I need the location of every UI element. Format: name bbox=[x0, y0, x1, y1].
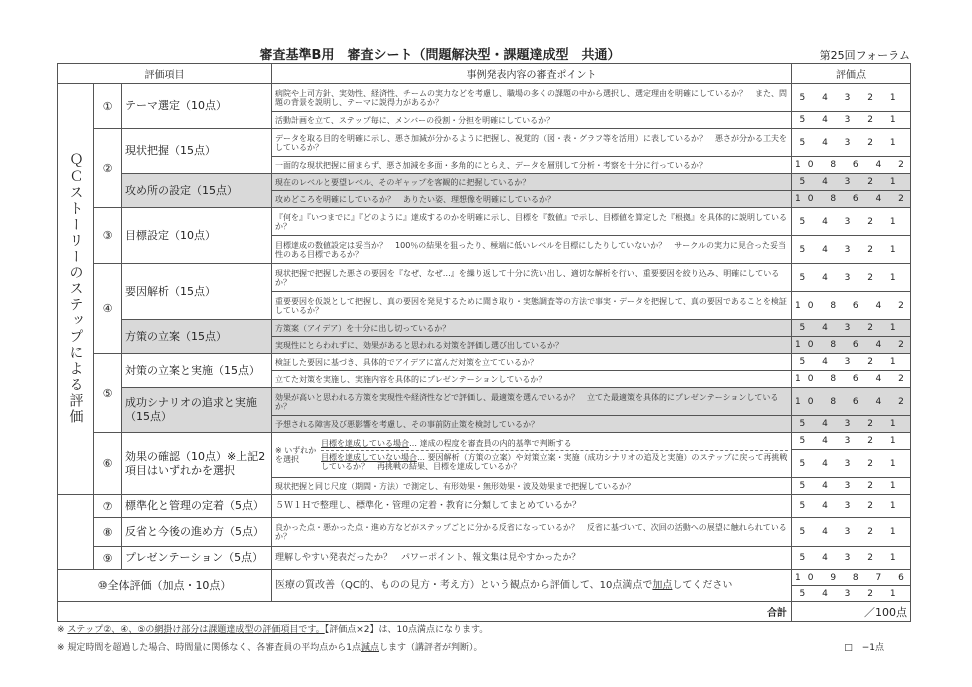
step-number: ⑧ bbox=[94, 518, 122, 547]
score-scale[interactable]: 5 4 3 2 1 bbox=[792, 236, 911, 264]
item-label: 現状把握（15点） bbox=[122, 129, 272, 174]
point-text: 効果が高いと思われる方策を実現性や経済性などで評価し、最適策を選んでいるか？ 立てた最適策を具体的にプレゼンテーションしているか？ bbox=[272, 388, 792, 416]
score-scale[interactable]: 5 4 3 2 1 bbox=[792, 547, 911, 570]
point-text: データを取る目的を明確に示し、悪さ加減が分かるように把握し、視覚的（図・表・グラフ等を活用）に表しているか？ 悪さが分かる工夫をしているか？ bbox=[272, 129, 792, 157]
score-scale[interactable]: 10 8 6 4 2 bbox=[792, 292, 911, 320]
score-scale[interactable]: 10 8 6 4 2 bbox=[792, 388, 911, 416]
header-score: 評価点 bbox=[792, 64, 911, 84]
table-row bbox=[58, 495, 911, 518]
score-scale[interactable]: 5 4 3 2 1 bbox=[792, 354, 911, 371]
note-1-rest: 【評価点×2】は、10点満点になります。 bbox=[324, 625, 489, 635]
step-number: ⑨ bbox=[94, 547, 122, 570]
item-label: 標準化と管理の定着（5点） bbox=[122, 495, 272, 518]
item-label: 攻め所の設定（15点） bbox=[122, 174, 272, 208]
score-scale[interactable]: 5 4 3 2 1 bbox=[792, 495, 911, 518]
item-label: 成功シナリオの追求と実施（15点） bbox=[122, 388, 272, 433]
point-text: 理解しやすい発表だったか？ パワーポイント、報文集は見やすかったか？ bbox=[272, 547, 792, 570]
table-row bbox=[58, 518, 911, 547]
overall-point-c: してください bbox=[672, 579, 733, 591]
total-label-cell bbox=[58, 602, 792, 622]
point-text: 実現性にとらわれずに、効果があると思われる対策を評価し選び出しているか？ bbox=[272, 337, 792, 354]
either-select-options bbox=[321, 437, 788, 473]
overall-point-a: 医療の質改善（QC的、ものの見方・考え方）という観点から評価して、10点満点で bbox=[275, 579, 653, 591]
table-row bbox=[58, 354, 911, 371]
evaluation-table bbox=[57, 63, 911, 622]
table-row bbox=[58, 264, 911, 292]
score-scale[interactable]: 5 4 3 2 1 bbox=[792, 433, 911, 450]
option-achieved-text: … 達成の程度を審査員の内的基準で判断する bbox=[409, 439, 572, 448]
table-row bbox=[58, 388, 911, 416]
step-number: ⑤ bbox=[94, 354, 122, 433]
point-text: 現状把握で把握した悪さの要因を『なぜ、なぜ…』を繰り返して十分に洗い出し、適切な解析を行い、重要要因を絞り込み、明確にしているか？ bbox=[272, 264, 792, 292]
point-text: 活動計画を立て、ステップ毎に、メンバーの役割・分担を明確にしているか？ bbox=[272, 112, 792, 129]
option-achieved bbox=[321, 437, 788, 451]
score-scale[interactable]: 10 8 6 4 2 bbox=[792, 191, 911, 208]
table-row bbox=[58, 570, 911, 586]
point-text: 立てた対策を実施し、実施内容を具体的にプレゼンテーションしているか？ bbox=[272, 371, 792, 388]
score-scale[interactable]: 5 4 3 2 1 bbox=[792, 450, 911, 478]
score-scale[interactable]: 5 4 3 2 1 bbox=[792, 112, 911, 129]
option-not-achieved-text: … 要因解析（方策の立案）や対策立案・実施（成功シナリオの追及と実施）のステップに戻って再挑戦しているか？ 再挑戦の結果、目標を達成しているか？ bbox=[321, 453, 788, 471]
either-select-block bbox=[275, 437, 788, 473]
header-items: 評価項目 bbox=[58, 64, 272, 84]
total-value[interactable]: ／100点 bbox=[792, 602, 911, 622]
step-number: ③ bbox=[94, 208, 122, 264]
step-number: ② bbox=[94, 129, 122, 208]
point-text: 攻めどころを明確にしているか？ ありたい姿、理想像を明確にしているか？ bbox=[272, 191, 792, 208]
item-label: 方策の立案（15点） bbox=[122, 320, 272, 354]
table-header bbox=[58, 64, 911, 84]
score-scale[interactable]: 5 4 3 2 1 bbox=[792, 174, 911, 191]
item-label: 反省と今後の進め方（5点） bbox=[122, 518, 272, 547]
step-number: ④ bbox=[94, 264, 122, 354]
table-row bbox=[58, 320, 911, 337]
table-row bbox=[58, 433, 911, 450]
vertical-category bbox=[58, 84, 94, 495]
table-row bbox=[58, 547, 911, 570]
item-label: 効果の確認（10点）※上記2項目はいずれかを選択 bbox=[122, 433, 272, 495]
header-points: 事例発表内容の審査ポイント bbox=[272, 64, 792, 84]
point-text: 重要要因を仮説として把握し、真の要因を発見するために聞き取り・実態調査等の方法で事実・データを把握して、真の要因であることを検証しているか？ bbox=[272, 292, 792, 320]
score-scale[interactable]: 5 4 3 2 1 bbox=[792, 586, 911, 602]
note-1-prefix: ※ bbox=[57, 625, 68, 635]
note-1 bbox=[57, 622, 488, 635]
score-scale[interactable]: 5 4 3 2 1 bbox=[792, 518, 911, 547]
score-scale[interactable]: 5 4 3 2 1 bbox=[792, 416, 911, 433]
item-label: 対策の立案と実施（15点） bbox=[122, 354, 272, 388]
score-scale[interactable]: 5 4 3 2 1 bbox=[792, 320, 911, 337]
score-scale[interactable]: 10 8 6 4 2 bbox=[792, 337, 911, 354]
overall-point-underline: 加点 bbox=[652, 579, 673, 591]
point-text: 検証した要因に基づき、具体的でアイデアに富んだ対策を立てているか？ bbox=[272, 354, 792, 371]
step-number: ① bbox=[94, 84, 122, 129]
total-label: 合計 bbox=[767, 608, 788, 619]
score-scale[interactable]: 10 9 8 7 6 bbox=[792, 570, 911, 586]
step-number: ⑦ bbox=[94, 495, 122, 518]
note-2-a: ※ 規定時間を超過した場合、時間量に関係なく、各審査員の平均点から1点 bbox=[57, 643, 361, 653]
option-achieved-title: 目標を達成している場合 bbox=[321, 439, 410, 448]
table-row bbox=[58, 84, 911, 112]
sheet-title: 審査基準B用 審査シート（問題解決型・課題達成型 共通） bbox=[259, 48, 621, 63]
forum-label: 第25回フォーラム bbox=[819, 49, 910, 62]
point-text: 目標達成の数値設定は妥当か？ 100％の結果を狙ったり、極端に低いレベルを目標にしたりしていないか？ サークルの実力に見合った妥当性のある目標であるか？ bbox=[272, 236, 792, 264]
score-scale[interactable]: 5 4 3 2 1 bbox=[792, 478, 911, 495]
note-2-b: します（講評者が判断）。 bbox=[378, 643, 483, 653]
table-row bbox=[58, 129, 911, 157]
deduction-checkbox[interactable]: □ −1点 bbox=[844, 643, 884, 653]
score-scale[interactable]: 10 8 6 4 2 bbox=[792, 371, 911, 388]
step-number: ⑥ bbox=[94, 433, 122, 495]
point-text: 一面的な現状把握に留まらず、悪さ加減を多面・多角的にとらえ、データを層別して分析・考察を十分に行っているか？ bbox=[272, 157, 792, 174]
note-2-underline: 減点 bbox=[360, 643, 379, 653]
option-not-achieved bbox=[321, 451, 788, 473]
blank-cell bbox=[58, 495, 94, 570]
item-label: 要因解析（15点） bbox=[122, 264, 272, 320]
point-text: 良かった点・悪かった点・進め方などがステップごとに分かる反省になっているか？ 反省に基づいて、次回の活動への展望に触れられているか？ bbox=[272, 518, 792, 547]
point-text: 病院や上司方針、実効性、経済性、チームの実力などを考慮し、職場の多くの課題の中から選択し、選定理由を明確にしているか？ また、問題の背景を説明し、テーマに説得力があるか？ bbox=[272, 84, 792, 112]
table-row bbox=[58, 208, 911, 236]
point-cell bbox=[272, 433, 792, 478]
note-1-underline: ステップ②、④、⑤の網掛け部分は課題達成型の評価項目です。 bbox=[67, 625, 325, 635]
point-text: 『何を』『いつまでに』『どのように』達成するのかを明確に示し、目標を『数値』で示し、目標値を算定した『根拠』を具体的に説明しているか？ bbox=[272, 208, 792, 236]
total-row bbox=[58, 602, 911, 622]
point-text: 現在のレベルと要望レベル、そのギャップを客観的に把握しているか？ bbox=[272, 174, 792, 191]
score-scale[interactable]: 5 4 3 2 1 bbox=[792, 208, 911, 236]
score-scale[interactable]: 5 4 3 2 1 bbox=[792, 84, 911, 112]
point-text: 現状把握と同じ尺度（期間・方法）で測定し、有形効果・無形効果・波及効果まで把握しているか？ bbox=[272, 478, 792, 495]
point-text: 方策案（アイデア）を十分に出し切っているか？ bbox=[272, 320, 792, 337]
option-not-achieved-title: 目標を達成していない場合 bbox=[321, 453, 418, 462]
point-text: 予想される障害及び悪影響を考慮し、その事前防止策を検討しているか？ bbox=[272, 416, 792, 433]
score-scale[interactable]: 10 8 6 4 2 bbox=[792, 157, 911, 174]
item-label: 目標設定（10点） bbox=[122, 208, 272, 264]
item-label: テーマ選定（10点） bbox=[122, 84, 272, 129]
note-2 bbox=[57, 640, 482, 653]
overall-point-text bbox=[272, 570, 792, 602]
overall-item-label: ⑩全体評価（加点・10点） bbox=[58, 570, 272, 602]
point-text: ５Ｗ１Ｈで整理し、標準化・管理の定着・教育に分類してまとめているか？ bbox=[272, 495, 792, 518]
table-row bbox=[58, 174, 911, 191]
item-label: プレゼンテーション（5点） bbox=[122, 547, 272, 570]
score-scale[interactable]: 5 4 3 2 1 bbox=[792, 129, 911, 157]
either-select-label: ※ いずれかを選択 bbox=[275, 446, 317, 464]
vertical-label: ＱＣストーリーのステップによる評価 bbox=[67, 153, 84, 425]
score-scale[interactable]: 5 4 3 2 1 bbox=[792, 264, 911, 292]
